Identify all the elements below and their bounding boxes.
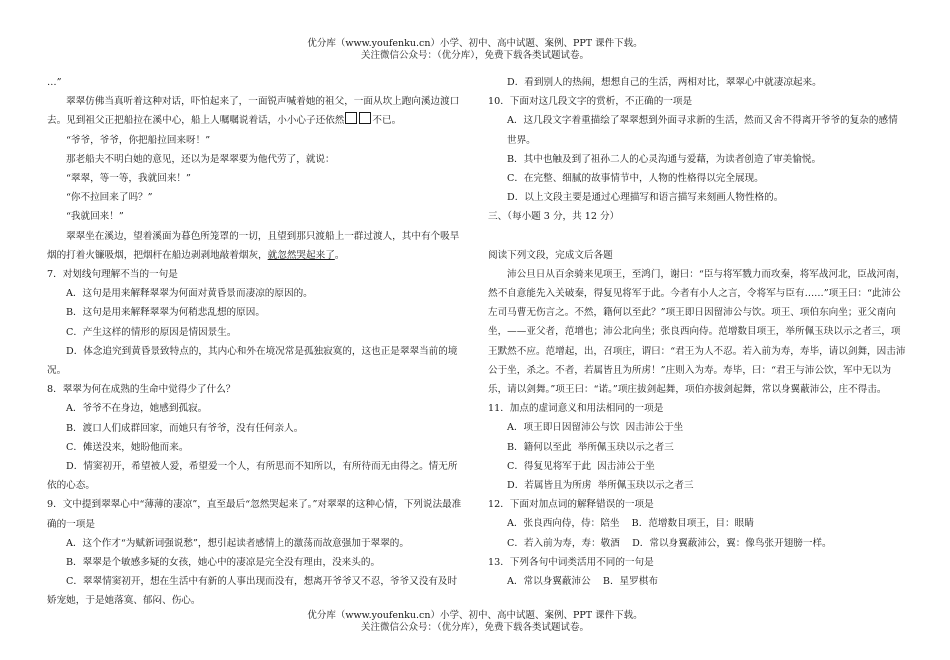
question-12: 12．下面对加点词的解释错误的一项是	[488, 499, 654, 511]
question-8: 8．翠翠为何在成熟的生命中觉得少了什么？	[47, 384, 236, 396]
q12-options-ab: A．张良西向侍，侍：陪坐 B．范增数目项王，目：眼睛	[507, 518, 754, 530]
q13-options-ab: A．常以身翼蔽沛公 B．星罗棋布	[507, 576, 658, 588]
spacer	[488, 227, 906, 246]
question-11: 11．加点的虚词意义和用法相同的一项是	[488, 403, 664, 415]
q11-option-c: C．得复见将军于此 因击沛公于坐	[507, 460, 655, 472]
passage-paragraph: 翠翠仿佛当真听着这种对话，吓怕起来了，一面锐声喊着她的祖父，一面从坎上跑向溪边渡口去。见到祖父正把船拉在溪中心，船上人嘱嘱说着话，小小心子还依然 不已。	[47, 96, 460, 127]
q10-option-d: D．以上文段主要是通过心理描写和语言描写来刻画人物性格的。	[507, 192, 784, 204]
section-3-heading: 三、（每小题 3 分，共 12 分）	[488, 211, 620, 223]
q8-option-b: B．渡口人们成群回家，而她只有爷爷，没有任何亲人。	[66, 422, 304, 434]
q10-option-a: A．这几段文字着重描绘了翠翠想到外面寻求新的生活，然而又舍不得离开爷爷的复杂的感情世界。	[507, 115, 898, 146]
q12-options-cd: C．若入前为寿，寿：敬酒 D．常以身翼蔽沛公，翼：像鸟张开翅膀一样。	[507, 537, 832, 549]
q7-option-d: D．体念追究到黄昏景致特点的，其内心和外在境况常是孤独寂寞的，这也正是翠翠当前的境况。	[47, 345, 458, 377]
question-9: 9．文中提到翠翠心中“薄薄的凄凉”，直至最后“忽然哭起来了。”对翠翠的这种心情，下列说法最准确的一项是	[47, 499, 462, 530]
passage-dialogue: “我就回来！”	[66, 211, 124, 223]
q11-option-b: B．籍何以至此 举所佩玉玦以示之者三	[507, 441, 674, 453]
header-line-2: 关注微信公众号：（优分库），免费下载各类试题试卷。	[360, 50, 589, 61]
header-line-1: 优分库（www.youfenku.cn）小学、初中、高中试题、案例、PPT 课件下载。	[307, 38, 643, 49]
q11-option-d: D．若属皆且为所虏 举所佩玉玦以示之者三	[507, 480, 694, 492]
q9-option-c: C．翠翠情窦初开，想在生活中有新的人事出现而没有，想离开爷爷又不忍，爷爷又没有及时娇宠她，于是她落寞、郁闷、伤心。	[47, 576, 458, 607]
passage-dialogue: “爷爷，爷爷，你把船拉回来呀！”	[66, 134, 211, 146]
q8-option-c: C．傩送没来，她盼他而来。	[66, 441, 189, 453]
q7-option-c: C．产生这样的情形的原因是情因景生。	[66, 326, 237, 338]
passage-dialogue: “你不拉回来了吗？”	[66, 192, 153, 204]
q8-option-a: A．爷爷不在身边，她感到孤寂。	[66, 403, 208, 415]
q10-option-c: C．在完整、细腻的故事情节中，人物的性格得以完全展现。	[507, 173, 764, 185]
question-10: 10．下面对这几段文字的赏析，不正确的一项是	[488, 96, 693, 108]
classical-passage: 沛公旦日从百余骑来见项王，至鸿门，谢曰：“臣与将军戮力而攻秦，将军战河北，臣战河南，然不自意能先入关破秦，得复见将军于此。今者有小人之言，令将军与臣有……”项王曰：“此沛公左司马曹无伤言之。不然，籍何以至此？”项王即日因留沛公与饮。项王、项伯东向坐；亚父南向坐，——亚父者，范增也；沛公北向坐；张良西向侍。范增数目项王，举所佩玉玦以示之者三，项王默然不应。范增起，出，召项庄，谓曰：“君王为人不忍。若入前为寿，寿毕，请以剑舞，因击沛公于坐，杀之。不者，若属皆且为所虏！”庄则入为寿。寿毕，曰：“君王与沛公饮，军中无以为乐，请以剑舞。”项王曰：“诺。”项庄拔剑起舞，项伯亦拔剑起舞，常以身翼蔽沛公，庄不得击。	[488, 268, 906, 396]
reading-instruction: 阅读下列文段，完成文后各题	[488, 249, 613, 261]
blank-box	[359, 112, 371, 124]
q9-option-d: D．看到别人的热闹，想想自己的生活，两相对比，翠翠心中就凄凉起来。	[507, 77, 822, 88]
q10-option-b: B．其中也触及到了祖孙二人的心灵沟通与爱藉，为读者创造了审美愉悦。	[507, 153, 822, 165]
passage-paragraph: 翠翠坐在溪边，望着溪面为暮色所笼罩的一切，且望到那只渡船上一群过渡人，其中有个吸旱烟的打着火镰吸烟，把烟杆在船边剥剥地敲着烟灰，就忽然哭起来了。	[47, 230, 460, 261]
q7-option-a: A．这句是用来解释翠翠为何面对黄昏景而凄凉的原因的。	[66, 288, 313, 300]
q8-option-d: D．情窦初开，希望被人爱，希望爱一个人，有所思而不知所以，有所待而无由得之。情无所依的心态。	[47, 461, 458, 492]
page-footer	[0, 610, 950, 634]
question-7: 7．对划线句理解不当的一句是	[47, 269, 178, 281]
passage-dialogue: “翠翠，等一等，我就回来！”	[66, 173, 191, 185]
underlined-sentence: 就忽然哭起来了	[267, 249, 335, 261]
question-13: 13．下列各句中词类活用不同的一句是	[488, 556, 654, 568]
footer-line-1: 优分库（www.youfenku.cn）小学、初中、高中试题、案例、PPT 课件下载。	[307, 610, 643, 621]
passage-paragraph: 那老船夫不明白她的意见，还以为是翠翠要为他代劳了，就说：	[66, 153, 335, 165]
passage-ellipsis: …”	[47, 77, 62, 88]
q11-option-a: A．项王即日因留沛公与饮 因击沛公于坐	[507, 422, 684, 434]
q7-option-b: B．这句是用来解释翠翠为何稍悲乱想的原因。	[66, 307, 265, 319]
left-column	[47, 73, 465, 611]
q9-option-a: A．这个作才“为赋新词强说愁”，想引起读者感情上的激荡而故意强加于翠翠的。	[66, 537, 409, 549]
page-header	[0, 38, 950, 62]
right-column	[488, 73, 906, 591]
blank-box	[345, 112, 357, 124]
footer-line-2: 关注微信公众号：（优分库），免费下载各类试题试卷。	[360, 622, 589, 633]
q9-option-b: B．翠翠是个敏感多疑的女孩，她心中的凄凉是完全没有理由，没来头的。	[66, 557, 381, 569]
